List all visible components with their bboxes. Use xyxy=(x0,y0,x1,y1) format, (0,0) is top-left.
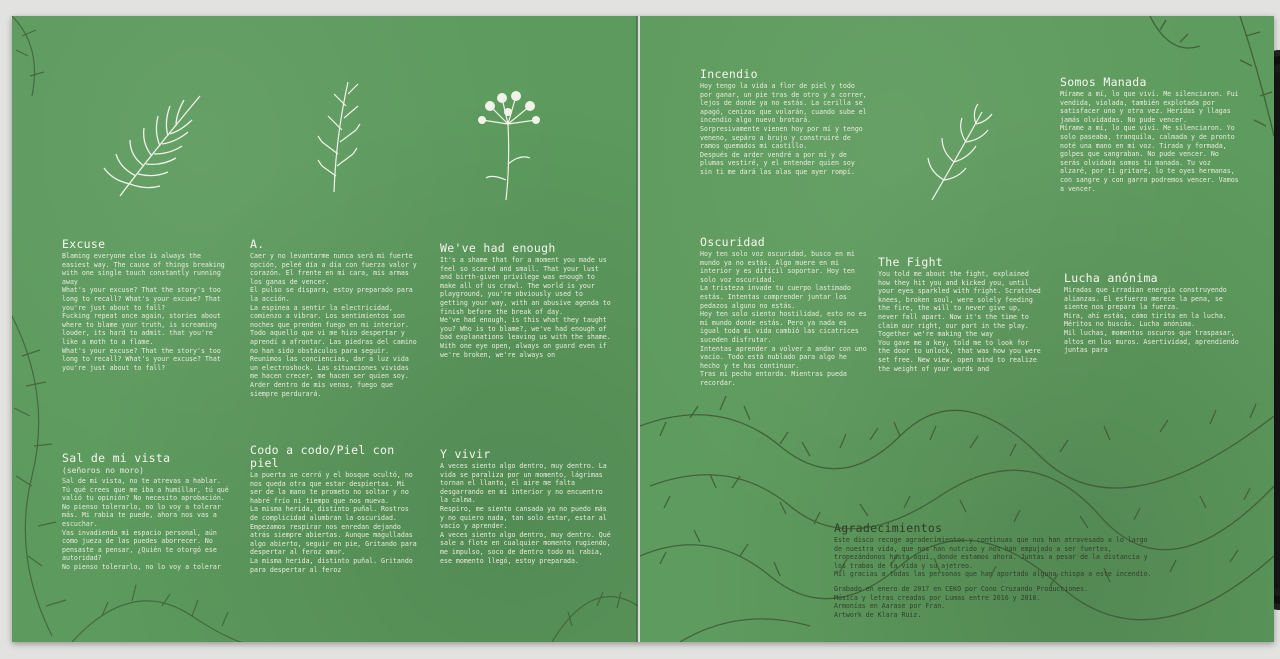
left-page xyxy=(12,16,638,642)
song-sal-de-mi-vista xyxy=(62,452,230,572)
song-title: Sal de mi vista xyxy=(62,451,171,465)
agradecimientos-section xyxy=(834,522,1154,619)
song-subtitle: (señoros no moro) xyxy=(62,466,144,475)
song-lyrics: Hoy tengo la vida a flor de piel y todo por ganar, un pie tras de otro y a correr, lejos de donde ya no estás. La cerilla se apagó, cenizas que volarán, cuando sube el incendio algo nuevo brotará. Sorpresivamente vienen hoy por mí y tengo veneno, sepáro a brujo y construiré de ramos quemados mi castillo. Después de arder vendré a por mí y de plumas vestiré, y el entender quien soy sin ti me dará las alas que ayer rompí. xyxy=(700,82,867,176)
song-excuse xyxy=(62,238,230,372)
song-title: Somos Manada xyxy=(1060,75,1147,89)
gatefold-spread xyxy=(12,16,1274,642)
fern-icon xyxy=(100,86,210,206)
section-title: Agradecimientos xyxy=(834,521,943,535)
song-title: Codo a codo/Piel con piel xyxy=(250,443,395,470)
song-title: Oscuridad xyxy=(700,235,766,249)
song-codo-a-codo xyxy=(250,444,418,574)
song-lyrics: Sal de mi vista, no te atrevas a hablar. Tú qué crees que me iba a humillar, tú qué valió tu opinión? No necesito aprobación. No pienso tolerarlo, no lo voy a tolerar más. Mi rabia te puede, ahora nos vas a escuchar. Vas invadiendo mi espacio personal, aún como jueza de las puedes aborrecer. No pensaste a pensar, ¿Quién te otorgó ese autoridad? No pienso tolerarlo, no lo voy a tolerar xyxy=(62,477,229,571)
right-page xyxy=(640,16,1274,642)
song-title: Lucha anónima xyxy=(1064,271,1158,285)
song-title: A. xyxy=(250,237,265,251)
song-incendio xyxy=(700,68,870,177)
song-lyrics: Caer y no levantarme nunca será mi fuerte opción, peleé día a día con fuerza valor y corazón. El frente en mi cara, mis armas los ganas de vencer. El pulso se dispara, estoy preparado para la acción. La espinea a sentir la electricidad, comienzo a vibrar. Los sentimientos son noches que prenden fuego en mi interior. Todo aquello que vi me hizo despertar y aprendí a afrontar. Las piedras del camino no han sido obstáculos para seguir. Reunimos las conciencias, dar a luz vida un electroshock. Las situaciones vividas me hacen crecer, me hacen ser quien soy. Arder dentro de mis venas, fuego que siempre perdurará. xyxy=(250,252,417,398)
song-lucha-anonima xyxy=(1064,272,1242,355)
song-title: The Fight xyxy=(878,255,944,269)
song-weve-had-enough xyxy=(440,242,612,359)
song-lyrics: Blaming everyone else is always the easiest way. The cause of things breaking with one single touch constantly running away What's your excuse? That the story's too long to recall? What's your excuse? That you're just about to fall? Fucking repeat once again, stories about where to blame your truth, is screaming louder, its hard to admit. that you're like a moth to a flame. What's your excuse? That the story's too long to recall? What's your excuse? That you're just about to fall? xyxy=(62,252,225,372)
song-title: Incendio xyxy=(700,67,758,81)
song-y-vivir xyxy=(440,448,612,565)
song-lyrics: It's a shame that for a moment you made us feel so scared and small. That your lust and birth-given privilege was enough to make all of us crawl. The world is your playground, you're obviously used to getting your way, with an abusive agenda to finish before the break of day. We've had enough, is this what they taught you? Who is to blame?, we've had enough of bad explanations leaving us with the shame. With one eye open, always on guard even if we're broken, we're always on xyxy=(440,256,611,359)
song-lyrics: You told me about the fight, explained how they hit you and kicked you, until your eyes sparkled with fright. Scratched knees, broken soul, were solely feeding the fire, the will to never give up, never fall apart. Now it's the time to claim our right, our part in the play. Together we're making the way You gave me a key, told me to look for the door to unlock, that was how you were set free. New view, open mind to realize the weight of your words and xyxy=(878,270,1041,373)
song-title: Y vivir xyxy=(440,447,491,461)
song-title: Excuse xyxy=(62,237,106,251)
herb-branch-icon xyxy=(922,96,1002,206)
song-title: We've had enough xyxy=(440,241,556,255)
flower-umbel-icon xyxy=(470,84,550,204)
song-lyrics: La puerta se cerró y el bosque ocultó, no nos queda otra que estar despiertas. Mi ser de la mano te prometo no soltar y no habré frío ni tiempo que nos mueva. La misma herida, distinto puñal. Rostros de complicidad alumbran la oscuridad. Empezamos respirar nos enredan dejando atrás siempre abiertas. Aunque magulladas algo abierto, seguir en pie, Gritando para despertar al feroz amor. La misma herida, distinto puñal. Gritando para despertar al feroz xyxy=(250,471,417,574)
song-oscuridad xyxy=(700,236,870,388)
song-lyrics: Mírame a mí, lo que viví. Me silenciaron. Fui vendida, violada, también explotada por satisfacer uno y otra vez. Heridas y llagas jamás olvidadas. No pude vencer. Mírame a mí, lo que viví. Me silenciaron. Yo solo paseaba, tranquila, calmada y de pronto noté una mano en mi voz. Tirada y formada, golpes que sangraban. No pude vencer. No serás olvidada somos tu manada. Tu voz alzaré, por ti gritaré, lo te oyes hermanas, con sangre y con garra podremos vencer. Vamos a vencer. xyxy=(1060,90,1239,193)
recording-credits: Grabado en enero de 2017 en CEKO por Cono Cruzando Producciones. Música y letras creadas por Lumas entre 2016 y 2018. Armonías en Aarase por Fran. Artwork de Klara Ruiz. xyxy=(834,584,1089,619)
acknowledgements-text: Este disco recoge agradecimientos y continuas que nos han atravesado a lo largo de nuestra vida, que nos han nutrido y nos han empujado a ser fuertes, tropezándonos hasta aquí, donde estamos ahora. Juntas a pesar de la distancia y los trabas de la vida y su ajetreo. Mil gracias a todas las personas que han aportado alguna chispa a este incendio. xyxy=(834,536,1152,579)
song-a xyxy=(250,238,418,398)
song-lyrics: A veces siento algo dentro, muy dentro. La vida se paraliza por un momento, lágrimas tornan el llanto, el aire me falta desgarrando en mi interior y no encuentro la calma. Respiro, me siento cansada ya no puedo más y no quiero nada, tan solo estar, estar al vacío y aprender. A veces siento algo dentro, muy dentro. Qué sale a flote en cualquier momento rugiendo, me impulso, soco de dentro todo mi rabia, ese momento llegó, estoy preparada. xyxy=(440,462,611,565)
sprig-icon xyxy=(304,76,374,196)
song-lyrics: Hoy ten solo voz oscuridad, busco en mi mundo ya no estás. Algo muere en mi interior y es difícil soportar. Hoy ten solo voz oscuridad. La tristeza invade tu cuerpo lastimado estás. Intentas comprender juntar los pedazos alguno no estás. Hoy ten solo siento hostilidad, esto no es mi mundo donde estás. Pero ya nada es igual toda mi vida cambió las cicatrices suceden disfrutar. Intentas aprender a volver a andar con uno vacío. Todo está nublado para algo he hecho y te has continuar. Tras mi pecho entorda. Mientras pueda recordar. xyxy=(700,250,867,387)
song-the-fight xyxy=(878,256,1042,373)
song-lyrics: Miradas que irradian energía construyendo alianzas. El esfuerzo merece la pena, se siente nos prepara la fuerza. Mira, ahí estás, cómo tirita en la lucha. Méritos no buscás. Lucha anónima. Mil luchas, momentos oscuros que traspasar, altos en los muros. Asertividad, aprendiendo juntas para xyxy=(1064,286,1239,355)
song-somos-manada xyxy=(1060,76,1240,193)
